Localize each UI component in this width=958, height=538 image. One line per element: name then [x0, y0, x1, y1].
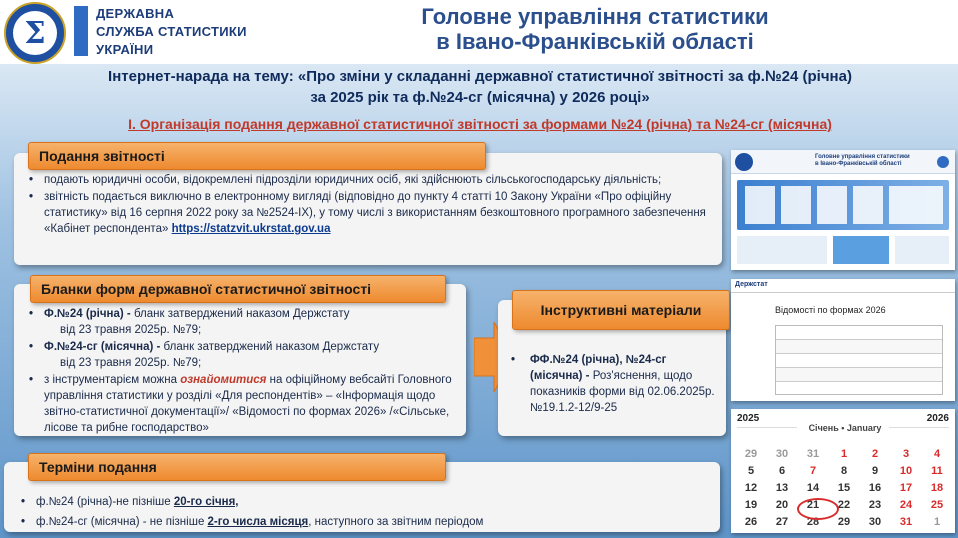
list-item — [508, 352, 720, 416]
org-name-line1: ДЕРЖАВНА — [96, 6, 175, 21]
page-title — [360, 4, 830, 54]
meeting-topic-line1: Інтернет-нарада на тему: «Про зміни у складанні державної статистичної звітності за ф.№24 (річна) — [108, 68, 852, 85]
calendar-day: 26 — [744, 515, 758, 528]
deadline-annual-text: ф.№24 (річна)-не пізніше — [36, 496, 174, 508]
list-item — [18, 494, 718, 510]
website-title-line2: в Івано-Франківській області — [815, 161, 902, 167]
website-logo-icon — [735, 153, 753, 171]
instructions-text: Роз'яснення, щодо показників форми від 02.06.2025р. №19.1.2-12/9-25 — [530, 370, 715, 414]
calendar-day: 3 — [902, 447, 910, 460]
website-title-line1: Головне управління статистики — [815, 154, 910, 160]
submission-label: Подання звітності — [28, 142, 486, 170]
calendar-day-highlighted: 20 — [775, 498, 789, 511]
instructions-list — [508, 352, 720, 417]
instructions-label: Інструктивні матеріали — [512, 290, 730, 330]
calendar-day: 29 — [744, 447, 758, 460]
calendar-day: 18 — [930, 481, 944, 494]
sigma-icon: Σ — [13, 11, 57, 55]
document-thumbnail — [731, 279, 955, 401]
calendar-day: 30 — [775, 447, 789, 460]
instructions-forms: ФФ.№24 (річна), №24-сг (місячна) - — [530, 354, 667, 382]
calendar-week — [737, 445, 951, 462]
calendar-day: 31 — [899, 515, 913, 528]
org-accent-bar — [74, 6, 88, 56]
form24sg-text: бланк затверджений наказом Держстату — [160, 341, 380, 353]
website-thumbnail — [731, 150, 955, 270]
form24-name: Ф.№24 (річна) - — [44, 308, 131, 320]
header-bar — [0, 0, 958, 64]
calendar-day: 8 — [840, 464, 848, 477]
deadlines-label: Терміни подання — [28, 453, 446, 481]
page-title-line2: в Івано-Франківській області — [436, 29, 754, 54]
list-item — [26, 172, 716, 188]
website-menu-icon — [937, 156, 949, 168]
forms-label: Бланки форм державної статистичної звітності — [30, 275, 446, 303]
calendar-day: 1 — [933, 515, 941, 528]
calendar-grid — [737, 445, 951, 530]
calendar-week — [737, 462, 951, 479]
calendar-day: 11 — [931, 464, 943, 477]
calendar-day: 30 — [868, 515, 882, 528]
calendar-week — [737, 513, 951, 530]
calendar-day: 12 — [744, 481, 758, 494]
meeting-topic-line2: за 2025 рік та ф.№24-сг (місячна) у 2026 році» — [310, 89, 650, 106]
tools-text-a: з інструментарієм можна — [44, 374, 181, 386]
calendar-day: 14 — [806, 481, 820, 494]
deadline-annual-date: 20-го січня, — [173, 496, 239, 508]
calendar-day: 15 — [837, 481, 851, 494]
calendar-day: 7 — [809, 464, 817, 477]
calendar-day: 29 — [837, 515, 851, 528]
form24sg-name: Ф.№24-сг (місячна) - — [44, 341, 161, 353]
form24-date: від 23 травня 2025р. №79; — [60, 324, 202, 336]
form24-text: бланк затверджений наказом Держстату — [130, 308, 350, 320]
calendar-day: 21 — [806, 498, 820, 511]
org-name — [96, 5, 306, 59]
org-name-line3: УКРАЇНИ — [96, 42, 154, 57]
document-brand: Держстат — [735, 281, 768, 288]
tools-text-b: на офіційному вебсайті Головного управління статистики у розділі «Для респондентів» – «Інформація щодо звітно-статистичної документації»/ «Відомості по формах 2026» /«Сільське, лісове та рибне господарство» — [44, 374, 452, 434]
calendar-day: 6 — [778, 464, 786, 477]
statzvit-link[interactable]: https://statzvit.ukrstat.gov.ua — [171, 223, 331, 235]
calendar-week — [737, 496, 951, 513]
calendar-year-right: 2026 — [926, 413, 949, 424]
calendar-day: 4 — [933, 447, 941, 460]
section-heading: І. Організація подання державної статистичної звітності за формами №24 (річна) та №24-сг (місячна) — [128, 116, 832, 132]
document-heading: Відомості по формах 2026 — [775, 305, 886, 315]
calendar-day: 24 — [899, 498, 913, 511]
calendar-month: Січень • January — [808, 423, 882, 433]
statistics-logo — [4, 2, 66, 64]
calendar-day: 1 — [840, 447, 848, 460]
calendar-thumbnail — [731, 409, 955, 533]
calendar-day: 5 — [747, 464, 755, 477]
calendar-day: 31 — [806, 447, 820, 460]
calendar-year-left: 2025 — [737, 413, 760, 424]
deadlines-list — [18, 494, 718, 531]
deadline-monthly-rest: , наступного за звітним періодом — [308, 516, 484, 528]
calendar-day: 27 — [775, 515, 789, 528]
calendar-day: 19 — [744, 498, 758, 511]
list-item — [26, 339, 462, 371]
list-item — [18, 514, 718, 530]
page-title-line1: Головне управління статистики — [421, 4, 769, 29]
submission-item1: подають юридичні особи, відокремлені підрозділи юридичних осіб, які здійснюють сільськогосподарську діяльність; — [44, 174, 662, 186]
calendar-day: 22 — [837, 498, 851, 511]
calendar-day: 16 — [868, 481, 882, 494]
list-item — [26, 306, 462, 338]
deadline-monthly-date: 2-го числа місяця — [207, 516, 309, 528]
calendar-day: 13 — [775, 481, 789, 494]
deadline-circle-mark — [797, 498, 839, 520]
tools-emphasis: ознайомитися — [180, 374, 267, 386]
list-item — [26, 189, 716, 237]
form24sg-date: від 23 травня 2025р. №79; — [60, 357, 202, 369]
calendar-day: 25 — [930, 498, 944, 511]
list-item — [26, 372, 462, 436]
calendar-week — [737, 479, 951, 496]
submission-list — [26, 172, 716, 238]
calendar-day: 9 — [871, 464, 879, 477]
calendar-day: 23 — [868, 498, 882, 511]
meeting-topic — [50, 66, 910, 108]
calendar-day: 2 — [871, 447, 879, 460]
calendar-day: 28 — [806, 515, 820, 528]
submission-item2: звітність подається виключно в електронному вигляді (відповідно до пункту 4 статті 10 Закону України «Про офіційну статистику» від 16 серпня 2022 року за №2524-IX), у тому числі з використанням безкоштовного програмного забезпечення «Кабінет респондента» — [44, 191, 706, 235]
deadline-monthly-text: ф.№24-сг (місячна) - не пізніше — [36, 516, 208, 528]
calendar-day: 17 — [899, 481, 913, 494]
forms-list — [26, 306, 462, 437]
org-name-line2: СЛУЖБА СТАТИСТИКИ — [96, 24, 247, 39]
calendar-day: 10 — [899, 464, 913, 477]
